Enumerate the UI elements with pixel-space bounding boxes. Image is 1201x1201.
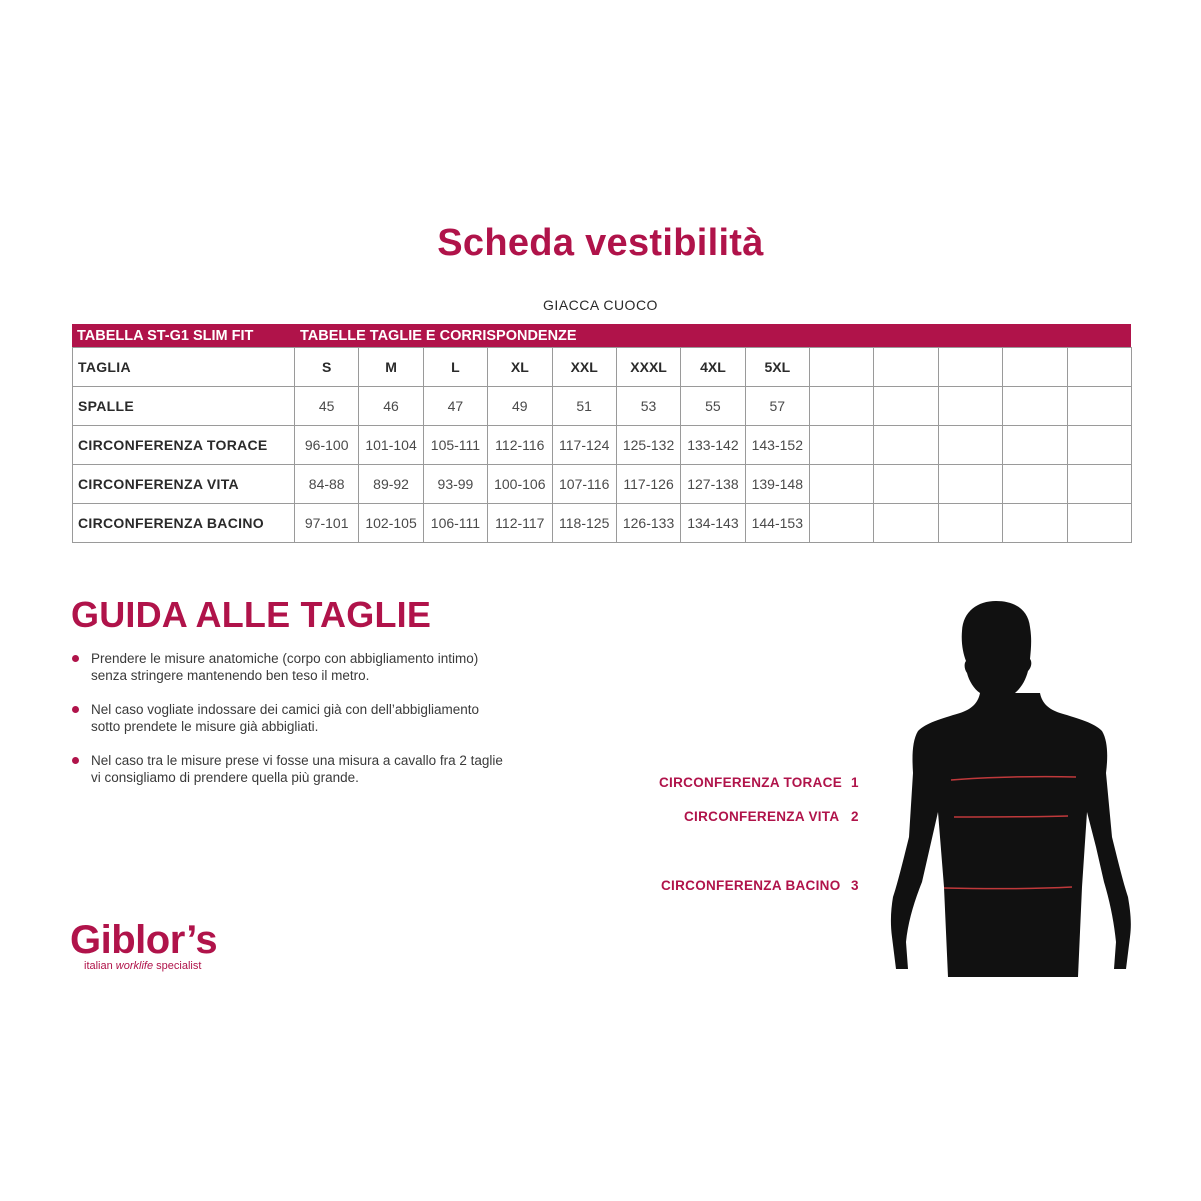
- table-row: [73, 348, 1132, 387]
- guide-item-line1: Prendere le misure anatomiche (corpo con abbigliamento intimo): [91, 651, 479, 666]
- body-silhouette-figure: [868, 597, 1153, 977]
- table-cell: 97-101: [295, 504, 359, 543]
- table-cell: 49: [488, 387, 552, 426]
- guide-item: [72, 650, 542, 684]
- table-cell: 125-132: [616, 426, 680, 465]
- table-cell: 53: [616, 387, 680, 426]
- empty-cell: [938, 387, 1002, 426]
- logo-tagline-em: worklife: [115, 960, 154, 972]
- empty-cell: [1067, 348, 1131, 387]
- measure-label: CIRCONFERENZA TORACE: [659, 775, 843, 790]
- row-label: CIRCONFERENZA VITA: [73, 465, 295, 504]
- measure-label-vita: [684, 809, 861, 824]
- guide-item-line2: vi consigliamo di prendere quella più grande.: [91, 770, 359, 785]
- table-cell: 117-124: [552, 426, 616, 465]
- empty-cell: [810, 426, 874, 465]
- guide-item: [72, 752, 542, 786]
- table-cell: 117-126: [616, 465, 680, 504]
- table-cell: M: [359, 348, 423, 387]
- table-cell: 89-92: [359, 465, 423, 504]
- empty-cell: [938, 348, 1002, 387]
- row-label: TAGLIA: [73, 348, 295, 387]
- guide-title: GUIDA ALLE TAGLIE: [71, 594, 432, 635]
- measure-number: 1: [851, 775, 859, 790]
- guide-item: [72, 701, 542, 735]
- guide-item-line1: Nel caso tra le misure prese vi fosse una misura a cavallo fra 2 taglie: [91, 753, 503, 768]
- empty-cell: [874, 348, 938, 387]
- empty-cell: [1003, 504, 1067, 543]
- measure-label: CIRCONFERENZA VITA: [684, 809, 840, 824]
- table-cell: 133-142: [681, 426, 745, 465]
- empty-cell: [938, 465, 1002, 504]
- table-cell: 112-116: [488, 426, 552, 465]
- bullet-icon: [72, 655, 79, 662]
- table-row: [73, 504, 1132, 543]
- page-title: Scheda vestibilità: [437, 222, 764, 264]
- giblors-logo: [70, 918, 217, 972]
- empty-cell: [1067, 465, 1131, 504]
- table-cell: S: [295, 348, 359, 387]
- table-row: [73, 465, 1132, 504]
- table-cell: 84-88: [295, 465, 359, 504]
- guide-item-line2: senza stringere mantenendo ben teso il metro.: [91, 668, 370, 683]
- logo-name: Giblor’s: [70, 918, 218, 962]
- empty-cell: [874, 387, 938, 426]
- table-cell: 105-111: [423, 426, 487, 465]
- table-cell: 107-116: [552, 465, 616, 504]
- empty-cell: [1003, 387, 1067, 426]
- empty-cell: [1003, 348, 1067, 387]
- empty-cell: [1003, 426, 1067, 465]
- garment-subtitle: GIACCA CUOCO: [543, 297, 658, 313]
- row-label: SPALLE: [73, 387, 295, 426]
- table-header-left: TABELLA ST-G1 SLIM FIT: [77, 327, 254, 344]
- table-cell: 118-125: [552, 504, 616, 543]
- empty-cell: [938, 426, 1002, 465]
- table-cell: 139-148: [745, 465, 809, 504]
- table-cell: XXL: [552, 348, 616, 387]
- logo-tagline: [84, 960, 217, 972]
- table-row: [73, 426, 1132, 465]
- table-cell: 134-143: [681, 504, 745, 543]
- table-row: [73, 387, 1132, 426]
- empty-cell: [874, 465, 938, 504]
- table-cell: 47: [423, 387, 487, 426]
- table-cell: 96-100: [295, 426, 359, 465]
- empty-cell: [1067, 426, 1131, 465]
- measure-label-bacino: [661, 878, 861, 893]
- empty-cell: [938, 504, 1002, 543]
- table-cell: 57: [745, 387, 809, 426]
- table-cell: 4XL: [681, 348, 745, 387]
- table-cell: L: [423, 348, 487, 387]
- guide-list: [72, 650, 542, 803]
- table-cell: 101-104: [359, 426, 423, 465]
- table-cell: 100-106: [488, 465, 552, 504]
- table-cell: 55: [681, 387, 745, 426]
- table-cell: 46: [359, 387, 423, 426]
- logo-tagline-pre: italian: [84, 960, 116, 972]
- table-header: [72, 324, 1131, 347]
- table-cell: 112-117: [488, 504, 552, 543]
- table-cell: 106-111: [423, 504, 487, 543]
- table-cell: 102-105: [359, 504, 423, 543]
- empty-cell: [810, 465, 874, 504]
- guide-item-line2: sotto prendete le misure già abbigliati.: [91, 719, 319, 734]
- table-header-right: TABELLE TAGLIE E CORRISPONDENZE: [300, 327, 577, 344]
- table-cell: 5XL: [745, 348, 809, 387]
- table-cell: 127-138: [681, 465, 745, 504]
- measure-label-torace: [659, 775, 861, 790]
- table-cell: 126-133: [616, 504, 680, 543]
- measure-number: 3: [851, 878, 859, 893]
- logo-tagline-post: specialist: [153, 960, 202, 972]
- table-cell: XXXL: [616, 348, 680, 387]
- row-label: CIRCONFERENZA BACINO: [73, 504, 295, 543]
- empty-cell: [874, 426, 938, 465]
- size-grid: [72, 347, 1132, 543]
- table-cell: 51: [552, 387, 616, 426]
- row-label: CIRCONFERENZA TORACE: [73, 426, 295, 465]
- empty-cell: [1067, 387, 1131, 426]
- table-cell: 93-99: [423, 465, 487, 504]
- empty-cell: [1067, 504, 1131, 543]
- body-silhouette: [891, 601, 1131, 977]
- guide-item-line1: Nel caso vogliate indossare dei camici già con dell’abbigliamento: [91, 702, 479, 717]
- measure-label: CIRCONFERENZA BACINO: [661, 878, 841, 893]
- empty-cell: [1003, 465, 1067, 504]
- size-table: [72, 324, 1131, 543]
- empty-cell: [810, 387, 874, 426]
- measure-number: 2: [851, 809, 859, 824]
- empty-cell: [874, 504, 938, 543]
- empty-cell: [810, 348, 874, 387]
- table-cell: 143-152: [745, 426, 809, 465]
- bullet-icon: [72, 757, 79, 764]
- bullet-icon: [72, 706, 79, 713]
- table-cell: 45: [295, 387, 359, 426]
- table-cell: XL: [488, 348, 552, 387]
- empty-cell: [810, 504, 874, 543]
- table-cell: 144-153: [745, 504, 809, 543]
